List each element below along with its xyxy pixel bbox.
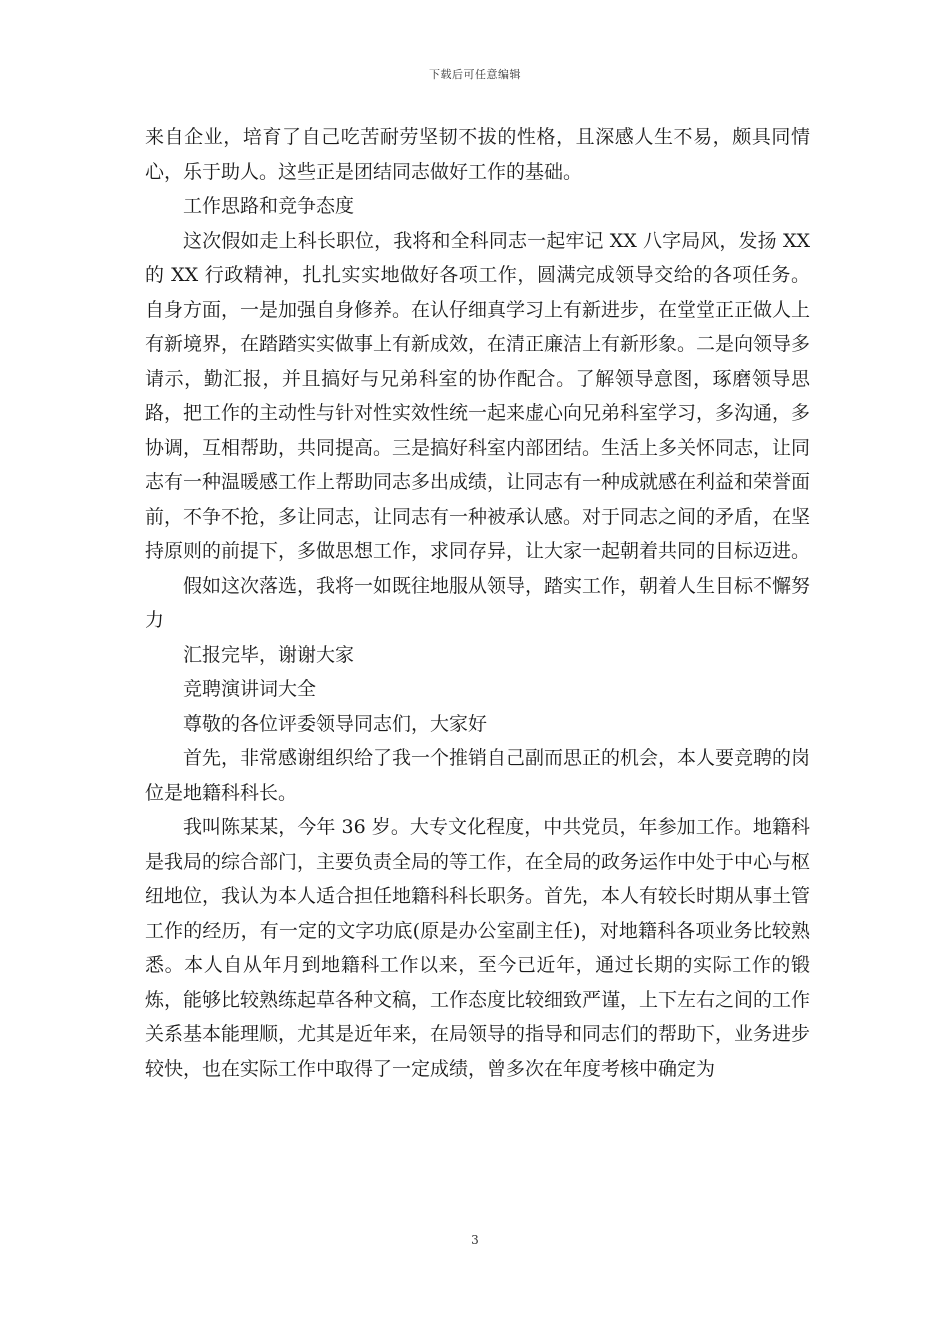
greeting: 尊敬的各位评委领导同志们，大家好 [183,712,488,735]
section-heading: 竞聘演讲词大全 [183,678,317,700]
section-heading: 工作思路和竞争态度 [183,195,355,217]
paragraph: 这次假如走上科长职位，我将和全科同志一起牢记 XX 八字局风，发扬 XX 的 XX 行政精神，扎扎实实地做好各项工作，圆满完成领导交给的各项任务。自身方面，一是加强自身修养。在认仔细真学习上有新进步，在堂堂正正做人上有新境界，在踏踏实实做事上有新成效，在清正廉洁上有新形象。二是向领导多请示，勤汇报，并且搞好与兄弟科室的协作配合。了解领导意图，琢磨领导思路，把工作的主动性与针对性实效性统一起来虚心向兄弟科室学习，多沟通，多协调，互相帮助，共同提高。三是搞好科室内部团结。生活上多关怀同志，让同志有一种温暖感工作上帮助同志多出成绩，让同志有一种成就感在利益和荣誉面前，不争不抢，多让同志，让同志有一种被承认感。对于同志之间的矛盾，在坚持原则的前提下，多做思想工作，求同存异，让大家一起朝着共同的目标迈进。 [145,229,811,562]
page-number: 3 [471,1233,479,1247]
paragraph: 首先，非常感谢组织给了我一个推销自己副而思正的机会，本人要竞聘的岗位是地籍科科长。 [145,747,811,804]
paragraph: 来自企业，培育了自己吃苦耐劳坚韧不拔的性格，且深感人生不易，颇具同情心，乐于助人。这些正是团结同志做好工作的基础。 [145,126,810,183]
paragraph: 汇报完毕，谢谢大家 [183,643,355,666]
paragraph: 我叫陈某某，今年 36 岁。大专文化程度，中共党员，年参加工作。地籍科是我局的综合部门，主要负责全局的等工作，在全局的政务运作中处于中心与枢纽地位，我认为本人适合担任地籍科科长职务。首先，本人有较长时期从事土管工作的经历，有一定的文字功底(原是办公室副主任)，对地籍科各项业务比较熟悉。本人自从年月到地籍科工作以来，至今已近年，通过长期的实际工作的锻炼，能够比较熟练起草各种文稿，工作态度比较细致严谨，上下左右之间的工作关系基本能理顺，尤其是近年来，在局领导的指导和同志们的帮助下，业务进步较快，也在实际工作中取得了一定成绩，曾多次在年度考核中确定为 [145,816,811,1080]
paragraph: 假如这次落选，我将一如既往地服从领导，踏实工作，朝着人生目标不懈努力 [145,574,811,631]
document-body [145,120,810,1086]
page-header: 下载后可任意编辑 [429,68,521,81]
